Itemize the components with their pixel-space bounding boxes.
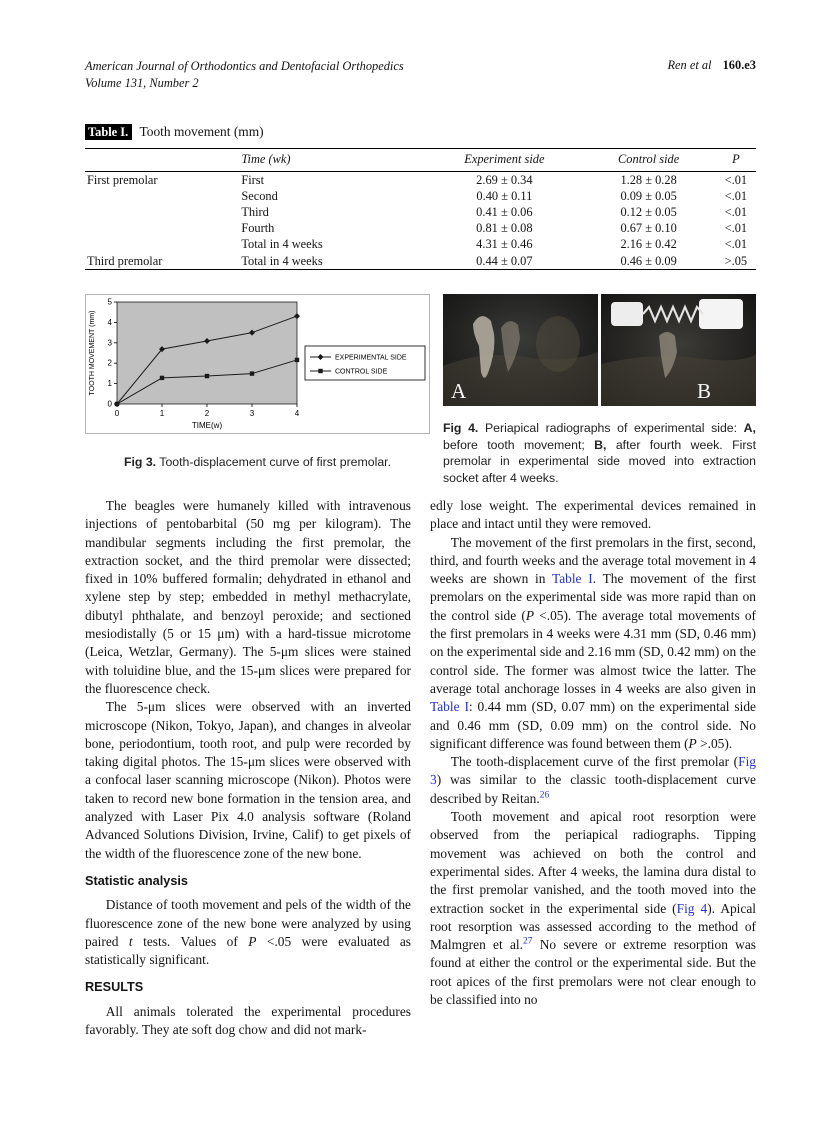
data-marker	[250, 371, 254, 375]
text-segment: The beagles were humanely killed with intravenous injections of pentobarbital (50 mg per kilogram). The mandibular segments including the first premolar, the extraction socket, and the third premolar were dissected; fixed in 10% buffered formalin; dehydrated in ethanol and xylene step by step; embedded in methyl methacrylate, dibutyl phthalate, and benzoyl peroxide; and sectioned mesiodistally (5 or 15 μm) with a hard-tissue microtome (Leica, Wetzlar, Germany). The 5-μm slices were stained with toluidine blue, and the 15-μm slices were prepared for the fluorescence check.	[85, 498, 411, 696]
table-cell: 0.67 ± 0.10	[620, 221, 677, 236]
paragraph	[430, 497, 756, 534]
table-cell: <.01	[724, 188, 748, 203]
x-tick-label: 2	[204, 409, 210, 418]
y-tick-label: 0	[107, 399, 112, 409]
table-cell: 0.41 ± 0.06	[476, 204, 533, 219]
journal-info	[85, 58, 404, 93]
legend-label: CONTROL SIDE	[335, 368, 388, 376]
text-segment: P	[688, 735, 697, 751]
table-cell	[85, 204, 239, 220]
page-number: 160.e3	[722, 58, 756, 72]
fig3-caption	[85, 454, 430, 471]
table-cell: 0.81 ± 0.08	[476, 221, 533, 236]
section-heading: RESULTS	[85, 980, 144, 995]
text-segment: ) was similar to the classic tooth-displacement curve described by Reitan.	[430, 772, 756, 806]
crossref-link[interactable]: Fig 4	[676, 900, 708, 916]
table-cell: 2.69 ± 0.34	[476, 172, 533, 187]
text-segment: tests. Values of	[132, 933, 249, 949]
data-marker	[295, 358, 299, 362]
table-1	[85, 124, 756, 270]
text-segment: t	[128, 933, 133, 949]
table-cell: 0.46 ± 0.09	[620, 253, 677, 268]
crossref-link[interactable]: 26	[539, 790, 550, 801]
panel-label-b: B	[697, 379, 712, 403]
journal-title: American Journal of Orthodontics and Dentofacial Orthopedics	[85, 59, 404, 73]
text-segment: The movement of the first premolars in the first, second, third, and fourth weeks and the average total movement in 4 weeks are shown in	[430, 534, 756, 587]
y-tick-label: 1	[107, 379, 112, 389]
data-marker	[160, 376, 164, 380]
table-cell: <.01	[724, 237, 748, 252]
table-column-header: Time (wk)	[239, 149, 427, 172]
crossref-link[interactable]: Fig 3	[430, 754, 756, 788]
text-segment: B,	[594, 437, 607, 452]
y-tick-label: 4	[107, 317, 112, 327]
text-segment: before tooth movement;	[443, 437, 595, 452]
text-segment: All animals tolerated the experimental procedures favorably. They ate soft dog chow and did not mark-	[85, 1003, 411, 1038]
table-cell: Total in 4 weeks	[241, 253, 323, 268]
text-segment: <.05 were evaluated as statistically significant.	[85, 933, 412, 968]
table-label: Table I.	[85, 124, 132, 140]
text-segment: Tooth movement and apical root resorption were observed from the periapical radiographs. Tipping movement was achieved on both the control and experimental sides. After 4 weeks, the lamina dura distal to the first premolar vanished, and the tooth moved into the extraction socket in the experimental side (	[430, 809, 756, 916]
text-segment: ). Apical root resorption was assessed according to the method of Malmgren et al.	[430, 900, 757, 953]
table-cell: Third	[241, 204, 269, 219]
paragraph	[430, 808, 756, 1009]
table-header-row	[85, 149, 756, 172]
x-tick-label: 3	[249, 409, 255, 418]
figure-3	[85, 294, 430, 471]
table-column-header: Control side	[582, 149, 716, 172]
text-segment: <.05). The average total movements of the first premolars in 4 weeks were 4.31 mm (SD, 0.46 mm) on the experimental side and 2.16 mm (SD, 0.42 mm) on the control side. The former was almost twice the latter. The average total anchorage losses in 4 weeks are also given in	[430, 607, 756, 696]
paragraph	[85, 1003, 411, 1040]
table-column-header: Experiment side	[427, 149, 581, 172]
body-column-left	[85, 497, 411, 1039]
running-head	[667, 58, 756, 93]
fig4-caption	[443, 420, 756, 486]
table-body	[85, 172, 756, 270]
fig3-chart	[85, 294, 430, 439]
radiograph-b	[601, 294, 756, 406]
y-tick-label: 2	[107, 358, 112, 368]
table-row	[85, 204, 756, 220]
text-segment: Tooth-displacement curve of first premolar.	[156, 455, 391, 469]
table-cell: Total in 4 weeks	[241, 237, 323, 252]
fig3-chart-svg	[85, 294, 430, 434]
table-cell	[85, 237, 239, 253]
radiograph-a	[443, 294, 598, 406]
y-axis-title: TOOTH MOVEMENT (mm)	[89, 310, 96, 396]
x-tick-label: 4	[294, 409, 300, 418]
data-marker	[318, 369, 322, 373]
crossref-link[interactable]: Table I	[551, 571, 593, 587]
text-segment: after fourth week. First premolar in experimental side moved into extraction socket after 4 weeks.	[443, 437, 756, 485]
table-cell: <.01	[724, 204, 748, 219]
body-column-right	[430, 497, 756, 1009]
table-cell	[85, 188, 239, 204]
table-column-header: P	[716, 149, 756, 172]
table-column-header	[85, 149, 239, 172]
paragraph	[430, 753, 756, 808]
x-tick-label: 0	[114, 409, 120, 418]
subsection-heading: Statistic analysis	[85, 873, 188, 888]
table-row	[85, 172, 756, 189]
table-cell: 2.16 ± 0.42	[620, 237, 677, 252]
paragraph	[85, 698, 411, 863]
table-cell: 4.31 ± 0.46	[476, 237, 533, 252]
table-cell: <.01	[724, 172, 748, 187]
socket-shadow	[536, 316, 580, 372]
data-marker	[205, 374, 209, 378]
figure-4	[443, 294, 756, 486]
table-cell	[85, 221, 239, 237]
table-cell: First	[241, 172, 265, 187]
crossref-link[interactable]: 27	[522, 936, 533, 947]
text-segment: Fig 3.	[123, 455, 157, 469]
text-segment: : 0.44 mm (SD, 0.07 mm) on the experimental side and 0.46 mm (SD, 0.09 mm) on the control side. No significant difference was found between them (	[430, 699, 756, 751]
crossref-link[interactable]: Table I	[430, 699, 469, 715]
table-cell: First premolar	[87, 172, 158, 187]
x-tick-label: 1	[159, 409, 165, 418]
table-cell: <.01	[724, 221, 748, 236]
table-row	[85, 221, 756, 237]
legend-label: EXPERIMENTAL SIDE	[335, 354, 407, 362]
text-segment: Fig 4.	[443, 421, 479, 435]
table-title	[85, 124, 756, 140]
text-segment: A,	[743, 421, 756, 435]
text-segment: . The movement of the first premolars on the experimental side was more rapid than on the control side (	[430, 571, 756, 623]
table-row	[85, 237, 756, 253]
text-segment: P	[525, 607, 535, 623]
table-cell: Third premolar	[87, 253, 163, 268]
y-tick-label: 5	[107, 297, 112, 307]
authors: Ren et al	[667, 58, 712, 72]
journal-volume: Volume 131, Number 2	[85, 76, 199, 91]
table-cell: 0.09 ± 0.05	[620, 188, 677, 203]
table-cell: Second	[241, 188, 278, 203]
page-header	[85, 58, 756, 93]
table-cell: 0.44 ± 0.07	[476, 253, 533, 268]
x-axis-title: TIME(w)	[191, 421, 223, 430]
text-segment: The 5-μm slices were observed with an inverted microscope (Nikon, Tokyo, Japan), and changes in alveolar bone, periodontium, tooth root, and pulp were recorded by taking digital photos. The 15-μm slices were observed with a confocal laser scanning microscope (Nikon). Photos were taken to record new bone formation in the tension area, and analyzed with Laser Pix 4.0 analysis software (Roland Advanced Solutions Division, Irvine, Calif) to get pixels of the width of the fluorescence zone of the new bone.	[85, 699, 411, 861]
paragraph	[430, 534, 756, 754]
text-segment: No severe or extreme resorption was found at either the control or the experimental side. But the root apices of the first premolars were not clear enough to be classified into no	[430, 937, 756, 1008]
table-row	[85, 253, 756, 270]
text-segment: The tooth-displacement curve of the first premolar (	[450, 754, 739, 770]
text-segment: Periapical radiographs of experimental side:	[478, 421, 744, 435]
table-title-text: Tooth movement (mm)	[139, 124, 264, 139]
table-cell: 0.40 ± 0.11	[476, 188, 533, 203]
table-cell: Fourth	[241, 221, 275, 236]
fig4-images	[443, 294, 756, 406]
appliance-block-left	[611, 302, 643, 326]
bone-ridge	[601, 354, 756, 406]
y-tick-label: 3	[107, 338, 112, 348]
table-cell: 1.28 ± 0.28	[620, 172, 677, 187]
text-segment: P	[248, 933, 257, 949]
panel-label-a: A	[451, 379, 467, 403]
data-marker	[115, 402, 119, 406]
text-segment: >.05).	[696, 735, 733, 751]
table-cell: >.05	[724, 253, 748, 268]
paragraph	[85, 497, 411, 698]
data-table	[85, 148, 756, 270]
table-row	[85, 188, 756, 204]
table-cell: 0.12 ± 0.05	[620, 204, 677, 219]
paragraph	[85, 896, 411, 969]
text-segment: edly lose weight. The experimental devices remained in place and intact until they were removed.	[430, 498, 756, 532]
text-segment: Distance of tooth movement and pels of the width of the fluorescence zone of the new bone were analyzed by using paired	[85, 897, 411, 949]
appliance-block-right	[699, 299, 743, 329]
